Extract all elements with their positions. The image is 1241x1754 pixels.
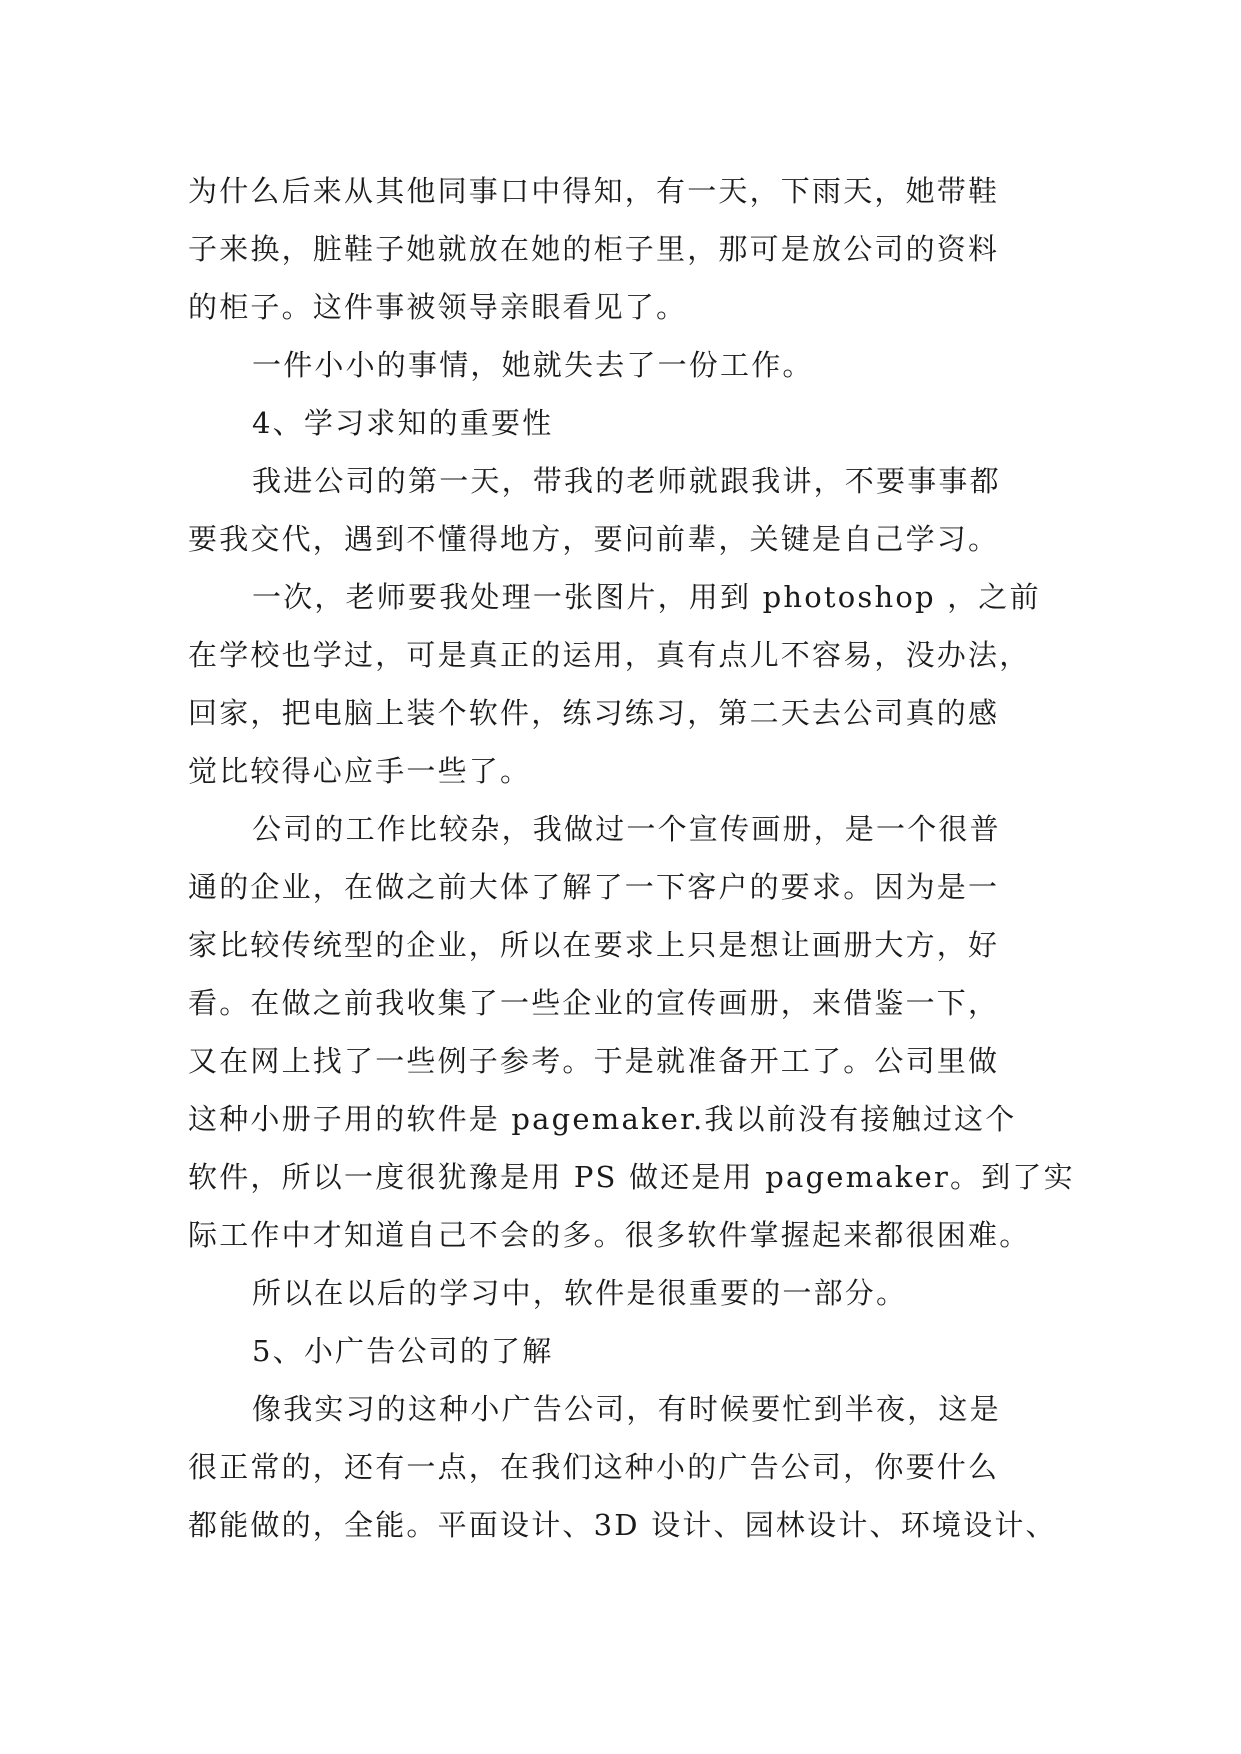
text-line: 通的企业，在做之前大体了解了一下客户的要求。因为是一 — [188, 870, 1000, 904]
paragraph-lost-job — [188, 336, 1058, 394]
paragraph-small-agency — [188, 1380, 1058, 1554]
text-line: 又在网上找了一些例子参考。于是就准备开工了。公司里做 — [188, 1044, 1000, 1078]
paragraph-first-day — [188, 452, 1058, 568]
text-line: 在学校也学过，可是真正的运用，真有点儿不容易，没办法， — [188, 638, 1031, 672]
text-line: 软件，所以一度很犹豫是用 PS 做还是用 pagemaker。到了实 — [188, 1160, 1075, 1194]
text-line: 际工作中才知道自己不会的多。很多软件掌握起来都很困难。 — [188, 1218, 1031, 1252]
text-line: 看。在做之前我收集了一些企业的宣传画册，来借鉴一下， — [188, 986, 1000, 1020]
text-line: 我进公司的第一天，带我的老师就跟我讲，不要事事都 — [252, 464, 1001, 498]
text-line: 很正常的，还有一点，在我们这种小的广告公司，你要什么 — [188, 1450, 1000, 1484]
text-line: 回家，把电脑上装个软件，练习练习，第二天去公司真的感 — [188, 696, 1000, 730]
paragraph-photoshop — [188, 568, 1058, 800]
text-line: 都能做的，全能。平面设计、3D 设计、园林设计、环境设计、 — [188, 1508, 1057, 1542]
text-line: 一次，老师要我处理一张图片，用到 photoshop ，之前 — [252, 580, 1041, 614]
text-line: 子来换，脏鞋子她就放在她的柜子里，那可是放公司的资料 — [188, 232, 1000, 266]
text-line: 公司的工作比较杂，我做过一个宣传画册，是一个很普 — [252, 812, 1001, 846]
text-line: 要我交代，遇到不懂得地方，要问前辈，关键是自己学习。 — [188, 522, 1000, 556]
paragraph-continuation — [188, 162, 1058, 336]
section-heading-5 — [188, 1322, 1058, 1380]
text-line: 家比较传统型的企业，所以在要求上只是想让画册大方，好 — [188, 928, 1000, 962]
text-line: 的柜子。这件事被领导亲眼看见了。 — [188, 290, 688, 324]
heading-text: 4、学习求知的重要性 — [252, 406, 554, 440]
text-line: 像我实习的这种小广告公司，有时候要忙到半夜，这是 — [252, 1392, 1001, 1426]
paragraph-brochure — [188, 800, 1075, 1264]
heading-text: 5、小广告公司的了解 — [252, 1334, 554, 1368]
paragraph-software — [188, 1264, 1058, 1322]
text-line: 为什么后来从其他同事口中得知，有一天，下雨天，她带鞋 — [188, 174, 1000, 208]
text-line: 觉比较得心应手一些了。 — [188, 754, 532, 788]
document-body — [188, 162, 1075, 1554]
text-line: 这种小册子用的软件是 pagemaker.我以前没有接触过这个 — [188, 1102, 1017, 1136]
text-line: 所以在以后的学习中，软件是很重要的一部分。 — [252, 1276, 908, 1310]
section-heading-4 — [188, 394, 1058, 452]
text-line: 一件小小的事情，她就失去了一份工作。 — [252, 348, 814, 382]
